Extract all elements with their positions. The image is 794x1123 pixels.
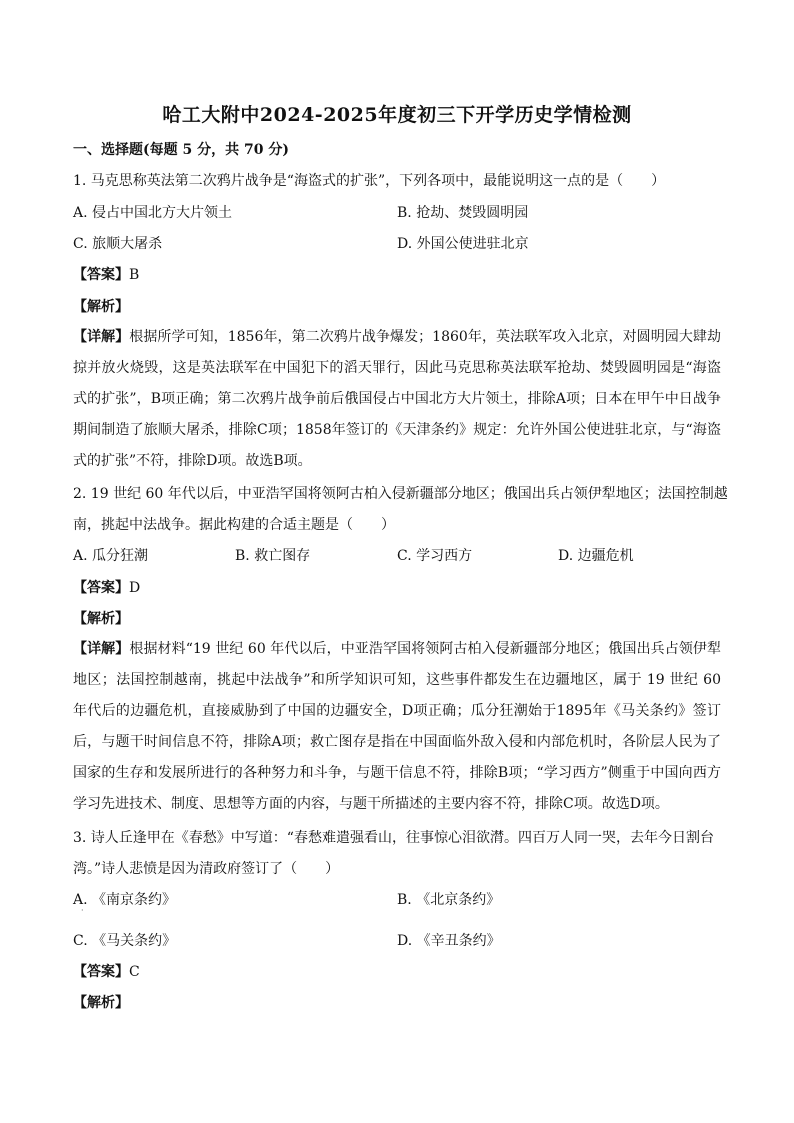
detail-text: 根据所学可知，1856年，第二次鸦片战争爆发；1860年，英法联军攻入北京，对圆明园大肆劫掠并放火烧毁，这是英法联军在中国犯下的滔天罪行，因此马克思称英法联军抢劫、焚毁圆明园是“海盗式的扩张”，B项正确；第二次鸦片战争前后俄国侵占中国北方大片领土，排除A项；日本在甲午中日战争期间制造了旅顺大屠杀，排除C项；1858年签订的《天津条约》规定：允许外国公使进驻北京，与“海盗式的扩张”不符，排除D项。故选B项。	[73, 329, 722, 469]
question-3-analysis-label	[73, 993, 723, 1013]
analysis-label: 【解析】	[73, 611, 129, 627]
question-1-option-d: D. 外国公使进驻北京	[397, 236, 529, 252]
question-2-option-a: A. 瓜分狂潮	[73, 548, 149, 564]
question-2-stem-line-1: 2. 19 世纪 60 年代以后，中亚浩罕国将领阿古柏入侵新疆部分地区；俄国出兵占领伊犁地区；法国控制越	[73, 486, 728, 502]
question-3-option-a: A. 《南京条约》	[73, 892, 177, 908]
detail-text: 根据材料“19 世纪 60 年代以后，中亚浩罕国将领阿古柏入侵新疆部分地区；俄国出兵占领伊犁地区；法国控制越南，挑起中法战争”和所学知识可知，这些事件都发生在边疆地区，属于 19 世纪 60 年代后的边疆危机，直接威胁到了中国的边疆安全，D项正确；瓜分狂潮始于1895年《马关条约》签订后，与题干时间信息不符，排除A项；救亡图存是指在中国面临外敌入侵和内部危机时，各阶层人民为了国家的生存和发展所进行的各种努力和斗争，与题干信息不符，排除B项；“学习西方”侧重于中国向西方学习先进技术、制度、思想等方面的内容，与题干所描述的主要内容不符，排除C项。故选D项。	[73, 641, 722, 812]
detail-label: 【详解】	[73, 329, 130, 345]
question-3-option-c: C. 《马关条约》	[73, 933, 177, 949]
answer-value: B	[129, 267, 140, 283]
question-3-answer	[73, 962, 723, 982]
detail-label: 【详解】	[73, 641, 130, 657]
question-2-stem-line-2: 南，挑起中法战争。据此构建的合适主题是（ ）	[73, 517, 395, 533]
question-2-detail	[73, 634, 721, 820]
question-1-analysis-label	[73, 297, 723, 317]
stray-dot-mark: ·	[81, 906, 84, 915]
page-title: 哈工大附中2024-2025年度初三下开学历史学情检测	[162, 104, 632, 126]
question-1-answer	[73, 265, 723, 285]
question-2-option-b: B. 救亡图存	[235, 548, 311, 564]
answer-label: 【答案】	[73, 580, 129, 596]
answer-label: 【答案】	[73, 964, 129, 980]
question-1-option-a: A. 侵占中国北方大片领土	[73, 205, 233, 221]
question-2-analysis-label	[73, 609, 723, 629]
answer-value: C	[129, 964, 140, 980]
section-heading: 一、选择题(每题 5 分，共 70 分)	[73, 142, 289, 158]
answer-label: 【答案】	[73, 267, 129, 283]
question-2-answer	[73, 578, 723, 598]
analysis-label: 【解析】	[73, 995, 129, 1011]
question-1-option-c: C. 旅顺大屠杀	[73, 236, 163, 252]
question-3-stem-line-2: 湾。”诗人悲愤是因为清政府签订了（ ）	[73, 861, 340, 877]
question-1-option-b: B. 抢劫、焚毁圆明园	[397, 205, 529, 221]
answer-value: D	[129, 580, 141, 596]
question-2-option-d: D. 边疆危机	[558, 548, 634, 564]
question-1-detail	[73, 322, 721, 477]
question-1-stem: 1. 马克思称英法第二次鸦片战争是“海盗式的扩张”，下列各项中，最能说明这一点的是（ ）	[73, 173, 666, 189]
analysis-label: 【解析】	[73, 299, 129, 315]
question-3-option-d: D. 《辛丑条约》	[397, 933, 501, 949]
question-3-stem-line-1: 3. 诗人丘逢甲在《春愁》中写道：“春愁难遣强看山，往事惊心泪欲潸。四百万人同一哭，去年今日割台	[73, 830, 714, 846]
question-3-option-b: B. 《北京条约》	[397, 892, 501, 908]
question-2-option-c: C. 学习西方	[397, 548, 473, 564]
